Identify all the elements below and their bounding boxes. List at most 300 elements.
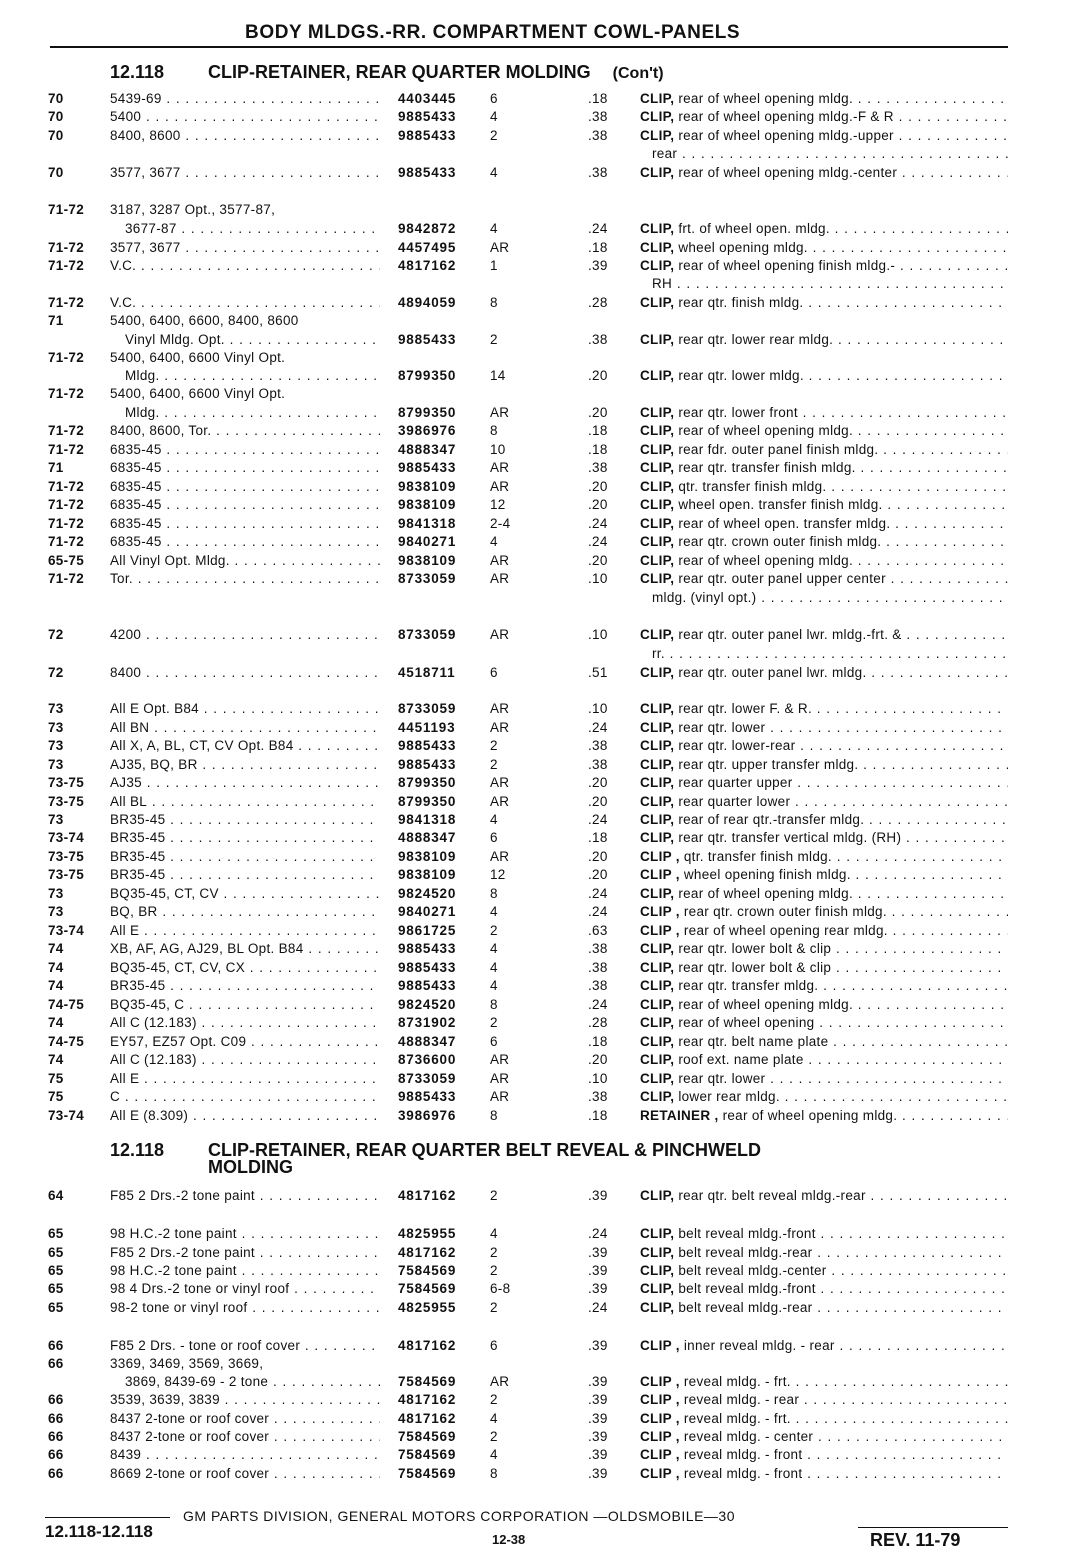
section-number: 12.118 <box>110 62 165 82</box>
description-text: rear qtr. lower <box>678 1071 766 1086</box>
quantity-cell: 8 <box>490 423 498 438</box>
description-text: rear qtr. belt reveal mldg.-rear <box>678 1188 866 1203</box>
description-keyword: CLIP, <box>640 1052 675 1067</box>
quantity-cell: 4 <box>490 904 498 919</box>
quantity-cell: AR <box>490 240 510 255</box>
quantity-cell: AR <box>490 571 510 586</box>
model-cell: 98 4 Drs.-2 tone or vinyl roof . . . <box>110 1280 380 1298</box>
table-row <box>0 1262 1078 1281</box>
model-cell: EY57, EZ57 Opt. C09 . . . <box>110 1033 380 1051</box>
quantity-cell: 6 <box>490 1338 498 1353</box>
part-number-cell: 8736600 <box>398 1052 457 1067</box>
part-number-cell: 9838109 <box>398 553 457 568</box>
model-cell: 4200 . . . <box>110 626 380 644</box>
table-row <box>0 367 1078 386</box>
part-number-cell: 9838109 <box>398 497 457 512</box>
description-keyword: CLIP, <box>640 479 675 494</box>
description-keyword: CLIP, <box>640 368 675 383</box>
table-row <box>0 90 1078 109</box>
price-cell: .38 <box>588 960 608 975</box>
quantity-cell: 6 <box>490 665 498 680</box>
price-cell: .28 <box>588 295 608 310</box>
description-cell <box>640 1391 1008 1409</box>
quantity-cell: 4 <box>490 109 498 124</box>
quantity-cell: 10 <box>490 442 506 457</box>
description-keyword: CLIP, <box>640 1300 675 1315</box>
description-keyword: CLIP , <box>640 867 680 882</box>
quantity-cell: 1 <box>490 258 498 273</box>
footer-rule-right <box>858 1527 1008 1528</box>
table-row <box>0 1465 1078 1484</box>
page-header-title: BODY MLDGS.-RR. COMPARTMENT COWL-PANELS <box>245 22 741 43</box>
price-cell: .20 <box>588 405 608 420</box>
price-cell: .20 <box>588 479 608 494</box>
quantity-cell: 2-4 <box>490 516 511 531</box>
quantity-cell: 2 <box>490 757 498 772</box>
table-row <box>0 349 1078 368</box>
year-cell: 71-72 <box>48 497 85 512</box>
price-cell: .20 <box>588 867 608 882</box>
description-text: rear qtr. lower mldg. <box>678 368 804 383</box>
price-cell: .38 <box>588 978 608 993</box>
description-keyword: CLIP, <box>640 1245 675 1260</box>
table-row <box>0 1446 1078 1465</box>
description-cell <box>640 922 1008 940</box>
price-cell: .39 <box>588 1374 608 1389</box>
description-text: rear qtr. transfer mldg. <box>678 978 819 993</box>
description-cell <box>640 1033 1008 1051</box>
description-cell <box>640 478 1008 496</box>
year-cell: 74 <box>48 960 64 975</box>
quantity-cell: 4 <box>490 1226 498 1241</box>
quantity-cell: 4 <box>490 165 498 180</box>
description-cell <box>640 626 1008 644</box>
year-cell: 71 <box>48 313 64 328</box>
year-cell: 71-72 <box>48 350 85 365</box>
description-keyword: CLIP, <box>640 571 675 586</box>
description-text: reveal mldg. - center <box>683 1429 814 1444</box>
table-row <box>0 774 1078 793</box>
quantity-cell: AR <box>490 775 510 790</box>
model-cell: BR35-45 . . . <box>110 866 380 884</box>
description-text: rear qtr. lower F. & R. <box>678 701 813 716</box>
price-cell: .39 <box>588 1245 608 1260</box>
description-keyword: CLIP, <box>640 1226 675 1241</box>
part-number-cell: 4825955 <box>398 1300 457 1315</box>
price-cell: .38 <box>588 757 608 772</box>
description-cell <box>640 996 1008 1014</box>
table-row <box>0 1033 1078 1052</box>
model-cell: All E . . . <box>110 922 380 940</box>
description-text: wheel opening mldg. <box>678 240 808 255</box>
table-row <box>0 478 1078 497</box>
description-keyword: CLIP, <box>640 442 675 457</box>
model-cell: 6835-45 . . . <box>110 533 380 551</box>
part-number-cell: 9840271 <box>398 904 457 919</box>
price-cell: .20 <box>588 849 608 864</box>
section-title: CLIP-RETAINER, REAR QUARTER MOLDING <box>208 62 591 82</box>
price-cell: .39 <box>588 1447 608 1462</box>
description-cell <box>640 1446 1008 1464</box>
description-text: rear qtr. lower bolt & clip <box>678 941 832 956</box>
table-row <box>0 1299 1078 1318</box>
part-number-cell: 9842872 <box>398 221 457 236</box>
model-cell: XB, AF, AG, AJ29, BL Opt. B84 . . . <box>110 940 380 958</box>
description-keyword: CLIP, <box>640 978 675 993</box>
price-cell: .63 <box>588 923 608 938</box>
description-text: rear qtr. outer panel lwr. mldg.-frt. & <box>678 627 902 642</box>
year-cell: 65 <box>48 1226 64 1241</box>
price-cell: .39 <box>588 1188 608 1203</box>
model-cell: F85 2 Drs. - tone or roof cover . . . <box>110 1337 380 1355</box>
model-cell: 6835-45 . . . <box>110 441 380 459</box>
quantity-cell: 2 <box>490 1245 498 1260</box>
description-cell <box>640 294 1008 312</box>
description-keyword: CLIP, <box>640 221 675 236</box>
year-cell: 71-72 <box>48 516 85 531</box>
description-keyword: CLIP, <box>640 128 675 143</box>
description-keyword: CLIP, <box>640 627 675 642</box>
part-number-cell: 4403445 <box>398 91 457 106</box>
description-text: lower rear mldg. <box>678 1089 780 1104</box>
description-keyword: CLIP, <box>640 775 675 790</box>
price-cell: .39 <box>588 258 608 273</box>
description-cell <box>640 848 1008 866</box>
price-cell: .24 <box>588 221 608 236</box>
model-cell: 5400 . . . <box>110 108 380 126</box>
description-cell <box>640 866 1008 884</box>
description-keyword: CLIP, <box>640 405 675 420</box>
part-number-cell: 9824520 <box>398 886 457 901</box>
description-cell <box>640 1088 1008 1106</box>
description-keyword: CLIP, <box>640 109 675 124</box>
part-number-cell: 9824520 <box>398 997 457 1012</box>
description-cell <box>640 977 1008 995</box>
quantity-cell: 4 <box>490 812 498 827</box>
description-text: rear qtr. lower rear mldg. <box>678 332 834 347</box>
part-number-cell: 4888347 <box>398 1034 457 1049</box>
table-row <box>0 552 1078 571</box>
description-keyword: CLIP , <box>640 1429 680 1444</box>
table-row <box>0 793 1078 812</box>
quantity-cell: 4 <box>490 1447 498 1462</box>
section-number: 12.118 <box>110 1140 165 1160</box>
price-cell: .24 <box>588 1300 608 1315</box>
table-row <box>0 257 1078 276</box>
part-number-cell: 9861725 <box>398 923 457 938</box>
description-cell <box>640 774 1008 792</box>
price-cell: .39 <box>588 1411 608 1426</box>
part-number-cell: 9885433 <box>398 941 457 956</box>
model-cell: BQ, BR . . . <box>110 903 380 921</box>
description-cell <box>640 533 1008 551</box>
description-keyword: CLIP, <box>640 1089 675 1104</box>
price-cell: .24 <box>588 720 608 735</box>
table-row <box>0 756 1078 775</box>
quantity-cell: 4 <box>490 960 498 975</box>
description-text: wheel open. transfer finish mldg. <box>678 497 883 512</box>
description-text: belt reveal mldg.-rear <box>678 1300 813 1315</box>
year-cell: 73 <box>48 812 64 827</box>
part-number-cell: 4817162 <box>398 1245 457 1260</box>
description-cell <box>640 220 1008 238</box>
model-cell: All E Opt. B84 . . . <box>110 700 380 718</box>
part-number-cell: 9885433 <box>398 332 457 347</box>
description-text: rear qtr. upper transfer mldg. <box>678 757 859 772</box>
year-cell: 73-75 <box>48 794 85 809</box>
quantity-cell: AR <box>490 1089 510 1104</box>
description-cell <box>640 1410 1008 1428</box>
quantity-cell: 8 <box>490 1108 498 1123</box>
model-cell: 3577, 3677 . . . <box>110 239 380 257</box>
part-number-cell: 9885433 <box>398 1089 457 1104</box>
model-cell: V.C. . . . <box>110 257 380 275</box>
description-keyword: CLIP, <box>640 332 675 347</box>
year-cell: 71 <box>48 460 64 475</box>
table-row <box>0 811 1078 830</box>
table-row <box>0 496 1078 515</box>
part-number-cell: 9841318 <box>398 516 457 531</box>
model-cell: AJ35 . . . <box>110 774 380 792</box>
part-number-cell: 8731902 <box>398 1015 457 1030</box>
price-cell: .10 <box>588 1071 608 1086</box>
year-cell: 70 <box>48 128 64 143</box>
model-cell: 8400 . . . <box>110 664 380 682</box>
description-keyword: CLIP, <box>640 240 675 255</box>
description-text: rear of wheel opening mldg. <box>678 91 854 106</box>
model-cell: All E . . . <box>110 1070 380 1088</box>
price-cell: .51 <box>588 665 608 680</box>
year-cell: 73-75 <box>48 867 85 882</box>
quantity-cell: 14 <box>490 368 506 383</box>
description-keyword: CLIP, <box>640 534 675 549</box>
year-cell: 71-72 <box>48 534 85 549</box>
description-text: rear fdr. outer panel finish mldg. <box>678 442 879 457</box>
table-row <box>0 385 1078 404</box>
footer-rule-left <box>45 1517 170 1518</box>
description-cell <box>640 90 1008 108</box>
part-number-cell: 4457495 <box>398 240 457 255</box>
description-cell <box>640 1187 1008 1205</box>
quantity-cell: 4 <box>490 978 498 993</box>
table-row <box>0 239 1078 258</box>
table-row <box>0 1088 1078 1107</box>
model-cell: 6835-45 . . . <box>110 478 380 496</box>
model-cell: 98 H.C.-2 tone paint . . . <box>110 1225 380 1243</box>
section-title-continued: MOLDING <box>208 1157 293 1177</box>
model-cell: All E (8.309) . . . <box>110 1107 380 1125</box>
description-cell <box>640 1014 1008 1032</box>
description-cell <box>640 1337 1008 1355</box>
description-keyword: CLIP , <box>640 904 680 919</box>
quantity-cell: AR <box>490 1052 510 1067</box>
description-keyword: CLIP, <box>640 1034 675 1049</box>
model-cell: BQ35-45, CT, CV . . . <box>110 885 380 903</box>
price-cell: .24 <box>588 1226 608 1241</box>
description-cell <box>640 756 1008 774</box>
table-row <box>0 145 1078 164</box>
description-text: reveal mldg. - frt. <box>683 1374 791 1389</box>
model-cell: 6835-45 . . . <box>110 459 380 477</box>
price-cell: .24 <box>588 812 608 827</box>
description-keyword: CLIP, <box>640 1071 675 1086</box>
description-text: inner reveal mldg. - rear <box>683 1338 835 1353</box>
price-cell: .24 <box>588 997 608 1012</box>
year-cell: 71-72 <box>48 295 85 310</box>
part-number-cell: 4825955 <box>398 1226 457 1241</box>
description-cell <box>640 719 1008 737</box>
part-number-cell: 8733059 <box>398 701 457 716</box>
year-cell: 71-72 <box>48 479 85 494</box>
part-number-cell: 9885433 <box>398 738 457 753</box>
quantity-cell: 12 <box>490 497 506 512</box>
year-cell: 71-72 <box>48 442 85 457</box>
description-keyword: CLIP, <box>640 1263 675 1278</box>
description-text: rear of wheel opening mldg.-upper <box>678 128 894 143</box>
part-number-cell: 4817162 <box>398 258 457 273</box>
description-keyword: CLIP, <box>640 91 675 106</box>
price-cell: .10 <box>588 627 608 642</box>
table-row <box>0 1244 1078 1263</box>
table-row <box>0 1187 1078 1206</box>
quantity-cell: 2 <box>490 738 498 753</box>
description-keyword: CLIP, <box>640 460 675 475</box>
quantity-cell: 2 <box>490 1188 498 1203</box>
year-cell: 73-75 <box>48 849 85 864</box>
year-cell: 71-72 <box>48 423 85 438</box>
table-row <box>0 922 1078 941</box>
table-row <box>0 533 1078 552</box>
table-row <box>0 885 1078 904</box>
table-row <box>0 996 1078 1015</box>
price-cell: .38 <box>588 128 608 143</box>
price-cell: .39 <box>588 1281 608 1296</box>
model-cell: BR35-45 . . . <box>110 829 380 847</box>
description-text: rear of wheel opening <box>678 1015 815 1030</box>
description-cell <box>640 700 1008 718</box>
description-continued: rr. . . . <box>652 645 1008 663</box>
section-continued: (Con't) <box>612 65 664 82</box>
year-cell: 65-75 <box>48 553 85 568</box>
table-row <box>0 164 1078 183</box>
part-number-cell: 7584569 <box>398 1429 457 1444</box>
description-cell <box>640 664 1008 682</box>
model-cell: 3677-87 . . . <box>125 220 380 238</box>
model-cell: All BN . . . <box>110 719 380 737</box>
model-cell: 5400, 6400, 6600 Vinyl Opt. <box>110 350 286 365</box>
year-cell: 74 <box>48 941 64 956</box>
year-cell: 70 <box>48 109 64 124</box>
model-cell: All C (12.183) . . . <box>110 1051 380 1069</box>
description-text: rear of rear qtr.-transfer mldg. <box>678 812 865 827</box>
description-text: rear of wheel opening mldg. <box>678 423 854 438</box>
description-cell <box>640 1373 1008 1391</box>
quantity-cell: 12 <box>490 867 506 882</box>
model-cell: 3539, 3639, 3839 . . . <box>110 1391 380 1409</box>
table-row <box>0 1428 1078 1447</box>
description-cell <box>640 164 1008 182</box>
part-number-cell: 8799350 <box>398 405 457 420</box>
table-row <box>0 515 1078 534</box>
description-text: rear qtr. crown outer finish mldg. <box>678 534 882 549</box>
table-row <box>0 1337 1078 1356</box>
description-text: belt reveal mldg.-rear <box>678 1245 813 1260</box>
description-text: rear qtr. belt name plate <box>678 1034 829 1049</box>
description-text: frt. of wheel open. mldg. <box>678 221 830 236</box>
model-cell: All X, A, BL, CT, CV Opt. B84 . . . <box>110 737 380 755</box>
part-number-cell: 4451193 <box>398 720 456 735</box>
description-cell <box>640 959 1008 977</box>
description-text: rear of wheel opening mldg. <box>678 997 854 1012</box>
table-row <box>0 700 1078 719</box>
table-row <box>0 1355 1078 1374</box>
description-keyword: CLIP, <box>640 960 675 975</box>
quantity-cell: 6 <box>490 830 498 845</box>
description-keyword: CLIP, <box>640 497 675 512</box>
part-number-cell: 4888347 <box>398 830 457 845</box>
model-cell: 5400, 6400, 6600, 8400, 8600 <box>110 313 299 328</box>
description-text: rear qtr. transfer vertical mldg. (RH) <box>678 830 902 845</box>
description-text: rear of wheel opening finish mldg.- <box>678 258 896 273</box>
table-row <box>0 589 1078 608</box>
model-cell: BR35-45 . . . <box>110 848 380 866</box>
quantity-cell: AR <box>490 627 510 642</box>
revision-date: REV. 11-79 <box>870 1530 961 1550</box>
price-cell: .20 <box>588 553 608 568</box>
description-keyword: CLIP, <box>640 997 675 1012</box>
part-number-cell: 4888347 <box>398 442 457 457</box>
description-keyword: CLIP, <box>640 941 675 956</box>
section-title: CLIP-RETAINER, REAR QUARTER BELT REVEAL & PINCHWELD <box>208 1140 762 1160</box>
table-row <box>0 331 1078 350</box>
year-cell: 66 <box>48 1466 64 1481</box>
description-cell <box>640 1244 1008 1262</box>
part-number-cell: 9841318 <box>398 812 457 827</box>
description-cell <box>640 885 1008 903</box>
year-cell: 73-74 <box>48 923 85 938</box>
model-cell: All Vinyl Opt. Mldg. . . . <box>110 552 380 570</box>
table-row <box>0 626 1078 645</box>
table-row <box>0 201 1078 220</box>
model-cell: 8439 . . . <box>110 1446 380 1464</box>
price-cell: .38 <box>588 1089 608 1104</box>
table-row <box>0 645 1078 664</box>
year-cell: 73 <box>48 757 64 772</box>
year-cell: 66 <box>48 1429 64 1444</box>
table-row <box>0 719 1078 738</box>
description-cell <box>640 1262 1008 1280</box>
description-text: reveal mldg. - frt. <box>683 1411 791 1426</box>
year-cell: 74 <box>48 978 64 993</box>
description-text: reveal mldg. - rear <box>683 1392 800 1407</box>
price-cell: .38 <box>588 738 608 753</box>
part-number-cell: 7584569 <box>398 1447 457 1462</box>
description-cell <box>640 1107 1008 1125</box>
quantity-cell: 2 <box>490 1015 498 1030</box>
model-cell: 3187, 3287 Opt., 3577-87, <box>110 202 276 217</box>
description-cell <box>640 331 1008 349</box>
description-keyword: CLIP, <box>640 738 675 753</box>
model-cell: 3869, 8439-69 - 2 tone . . . <box>125 1373 380 1391</box>
description-text: qtr. transfer finish mldg. <box>683 849 832 864</box>
year-cell: 73 <box>48 738 64 753</box>
part-number-cell: 9885433 <box>398 165 457 180</box>
price-cell: .18 <box>588 423 608 438</box>
model-cell: BR35-45 . . . <box>110 811 380 829</box>
price-cell: .10 <box>588 571 608 586</box>
description-keyword: CLIP, <box>640 553 675 568</box>
table-row <box>0 829 1078 848</box>
